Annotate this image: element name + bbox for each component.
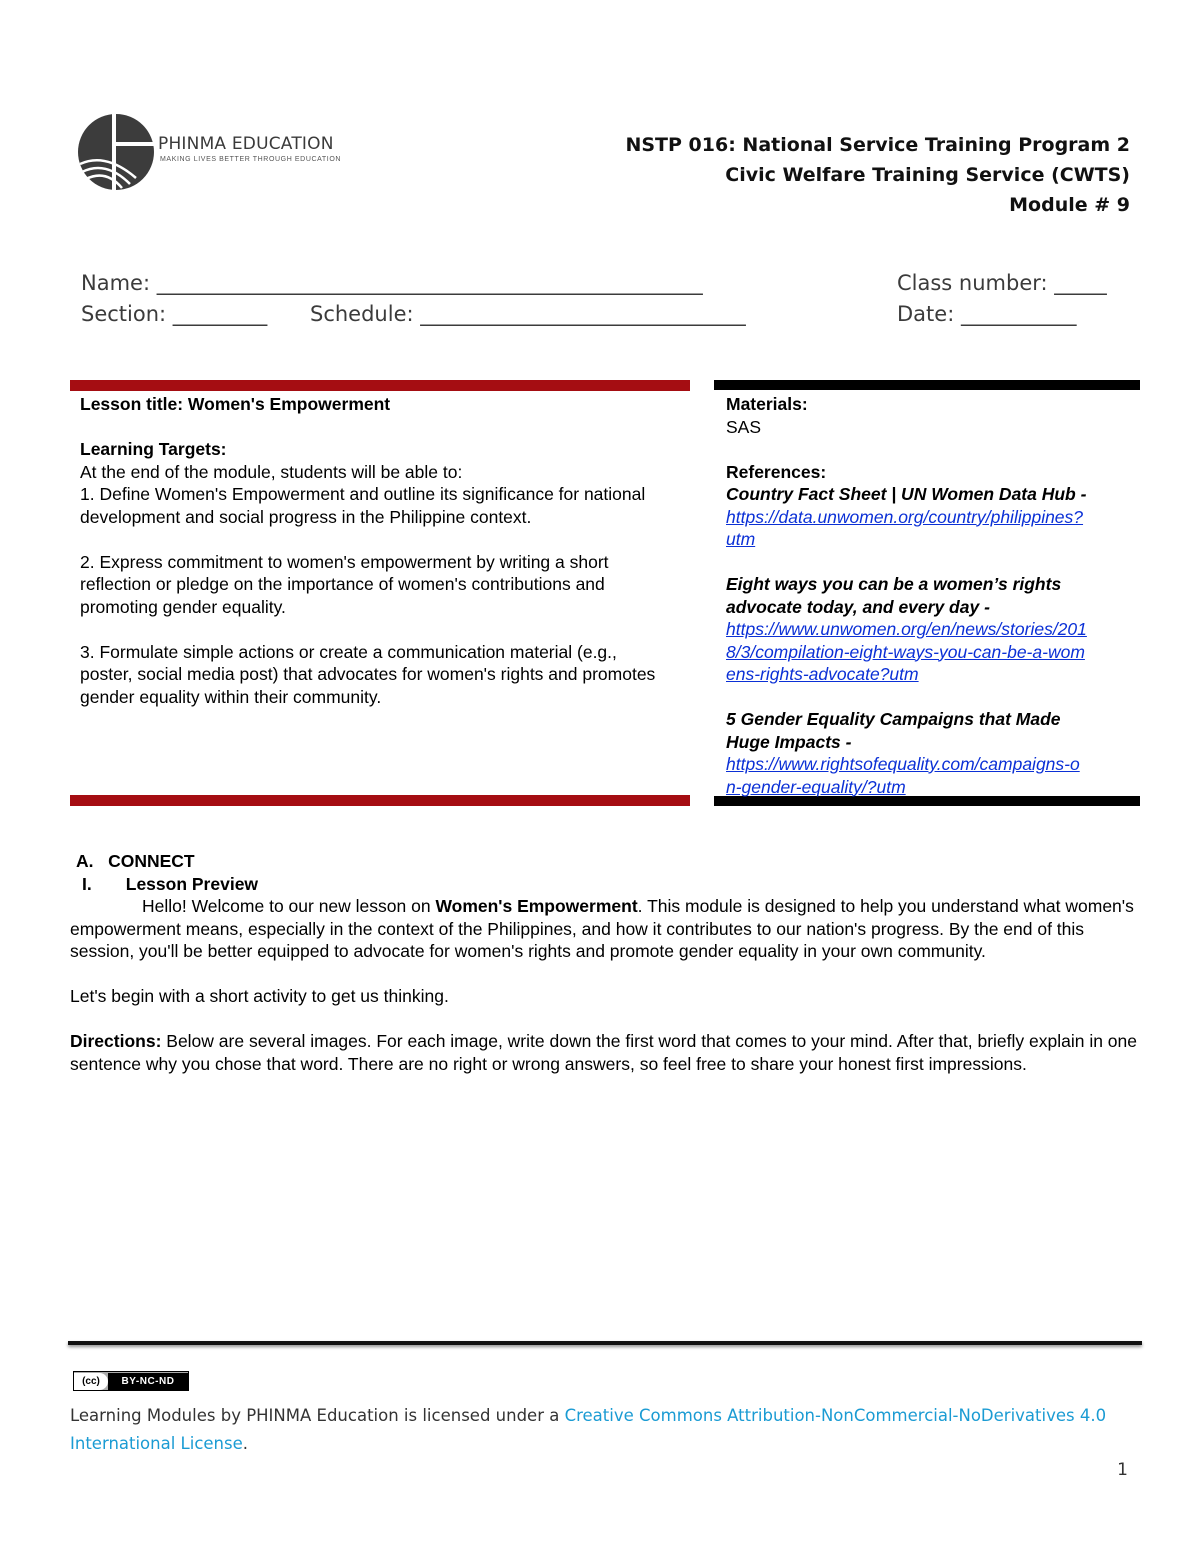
- reference-3-link[interactable]: https://www.rightsofequality.com/campaigns-o n-gender-equality/?utm: [726, 754, 1080, 797]
- phinma-logo: [76, 112, 346, 192]
- logo-brand-text: PHINMA EDUCATION: [158, 134, 334, 154]
- course-header: [625, 130, 1130, 220]
- activity-intro: Let's begin with a short activity to get us thinking.: [70, 986, 449, 1006]
- directions-text: Directions: Below are several images. For each image, write down the first word that comes to your mind. After that, briefly explain in one sentence why you chose that word. There are no right or wrong answers, so feel free to share your honest first impressions.: [70, 1031, 1137, 1074]
- footer-rule: [68, 1341, 1142, 1345]
- materials-references-box: [726, 393, 1136, 798]
- lesson-preview-text: Hello! Welcome to our new lesson on Women's Empowerment. This module is designed to help you understand what women's empowerment means, especially in the context of the Philippines, and how it contributes to our nation's progress. By the end of this session, you'll be better equipped to advocate for women's rights and promote gender equality in your own community.: [70, 896, 1134, 961]
- license-link[interactable]: Creative Commons Attribution-NonCommercial-NoDerivatives 4.0 International License: [70, 1406, 1107, 1453]
- course-subtitle: Civic Welfare Training Service (CWTS): [725, 164, 1130, 186]
- module-number: Module # 9: [1009, 194, 1130, 216]
- learning-target-1: 1. Define Women's Empowerment and outline its significance for national development and social progress in the Philippine context.: [80, 484, 646, 527]
- learning-targets-heading: Learning Targets:: [80, 439, 227, 459]
- materials-heading: Materials:: [726, 394, 808, 414]
- cc-icon: (cc): [74, 1373, 108, 1390]
- logo-tagline: MAKING LIVES BETTER THROUGH EDUCATION: [160, 156, 342, 163]
- reference-1-title: Country Fact Sheet | UN Women Data Hub -: [726, 484, 1087, 504]
- lesson-title: Lesson title: Women's Empowerment: [80, 394, 391, 414]
- learning-target-2: 2. Express commitment to women's empowerment by writing a short reflection or pledge on the importance of women's contributions and promoting gender equality.: [80, 551, 609, 617]
- license-text: Learning Modules by PHINMA Education is licensed under a Creative Commons Attribution-NonCommercial-NoDerivatives 4.0 International License.: [70, 1406, 1107, 1453]
- lesson-bottom-rule: [70, 795, 690, 806]
- materials-top-rule: [714, 380, 1140, 390]
- reference-2-title: Eight ways you can be a women’s rights advocate today, and every day -: [726, 574, 1062, 617]
- connect-heading: A. CONNECT: [76, 851, 195, 871]
- connect-section: [70, 850, 1140, 1075]
- learning-targets-intro: At the end of the module, students will be able to:: [80, 461, 463, 482]
- reference-3-title: 5 Gender Equality Campaigns that Made Huge Impacts -: [726, 709, 1061, 752]
- phinma-emblem-icon: [76, 112, 156, 192]
- class-number-field[interactable]: Class number: _____: [897, 271, 1107, 295]
- references-heading: References:: [726, 461, 827, 482]
- course-title: NSTP 016: National Service Training Program 2: [625, 134, 1130, 156]
- learning-target-3: 3. Formulate simple actions or create a communication material (e.g., poster, social media post) that advocates for women's rights and promotes gender equality within their community.: [80, 641, 656, 707]
- section-field[interactable]: Section: _________: [81, 302, 268, 326]
- lesson-preview-heading: I. Lesson Preview: [82, 873, 259, 894]
- reference-1-link[interactable]: https://data.unwomen.org/country/philippines? utm: [726, 506, 1084, 549]
- lesson-box: [80, 393, 680, 708]
- schedule-field[interactable]: Schedule: _______________________________: [310, 302, 746, 326]
- page-number: 1: [1117, 1460, 1128, 1480]
- date-field[interactable]: Date: ___________: [897, 302, 1077, 326]
- materials-value: SAS: [726, 416, 762, 437]
- cc-license-badge[interactable]: [73, 1371, 189, 1391]
- cc-license-label: BY-NC-ND: [108, 1373, 188, 1390]
- name-field[interactable]: Name: ____________________________________________________: [81, 271, 703, 295]
- reference-2-link[interactable]: https://www.unwomen.org/en/news/stories/201 8/3/compilation-eight-ways-you-can-be-a-wom ens-rights-advocate?utm: [726, 619, 1087, 684]
- lesson-top-rule: [70, 380, 690, 391]
